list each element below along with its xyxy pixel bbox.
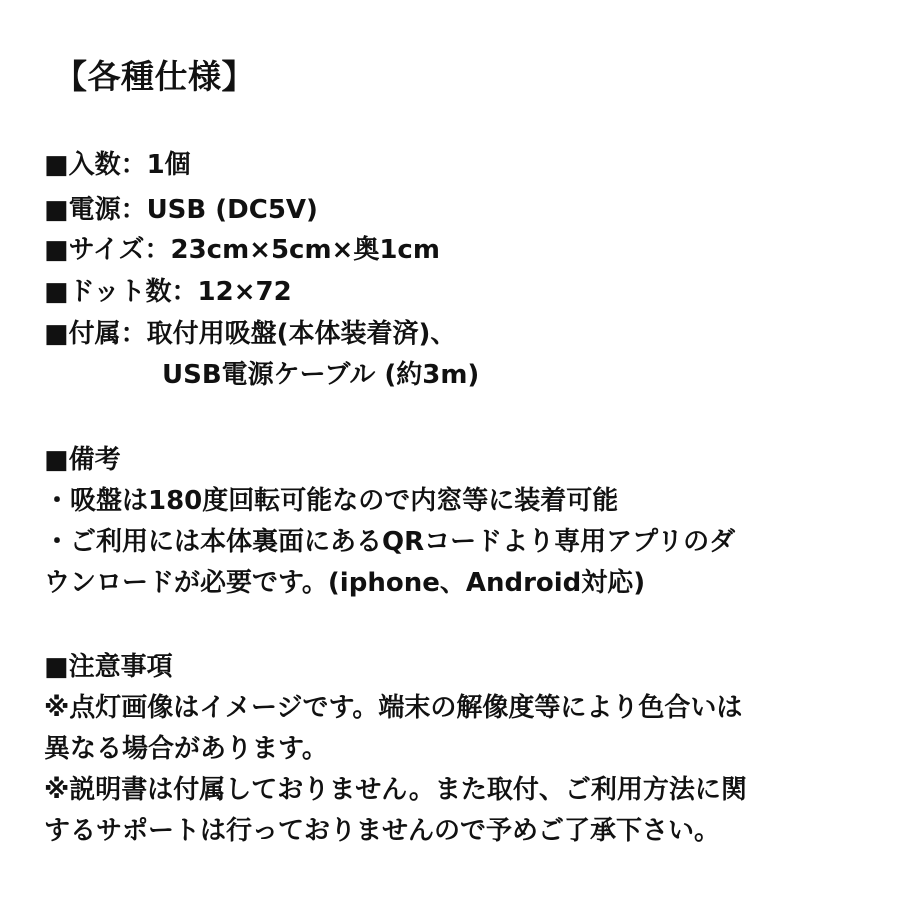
spec-quantity: ■入数：1個 xyxy=(44,150,191,180)
cautions-line: ※点灯画像はイメージです。端末の解像度等により色合いは xyxy=(44,693,743,723)
notes-heading: ■備考 xyxy=(44,445,121,475)
spec-power: ■電源：USB (DC5V) xyxy=(44,195,318,225)
page-title: 【各種仕様】 xyxy=(54,57,255,96)
notes-line: ・吸盤は180度回転可能なので内窓等に装着可能 xyxy=(44,486,619,516)
cautions-line: 異なる場合があります。 xyxy=(44,734,328,764)
spec-size: ■サイズ：23cm×5cm×奥1cm xyxy=(44,235,440,265)
notes-line: ・ご利用には本体裏面にあるQRコードより専用アプリのダ xyxy=(44,527,736,557)
spec-dots: ■ドット数：12×72 xyxy=(44,277,292,307)
cautions-line: するサポートは行っておりませんので予めご了承下さい。 xyxy=(44,816,721,846)
notes-line: ウンロードが必要です。(iphone、Android対応) xyxy=(44,568,646,598)
spec-accessories: ■付属：取付用吸盤(本体装着済)、 xyxy=(44,319,457,349)
cautions-heading: ■注意事項 xyxy=(44,652,173,682)
cautions-line: ※説明書は付属しておりません。また取付、ご利用方法に関 xyxy=(44,775,747,805)
spec-accessories-continued: USB電源ケーブル (約3m) xyxy=(162,360,480,390)
